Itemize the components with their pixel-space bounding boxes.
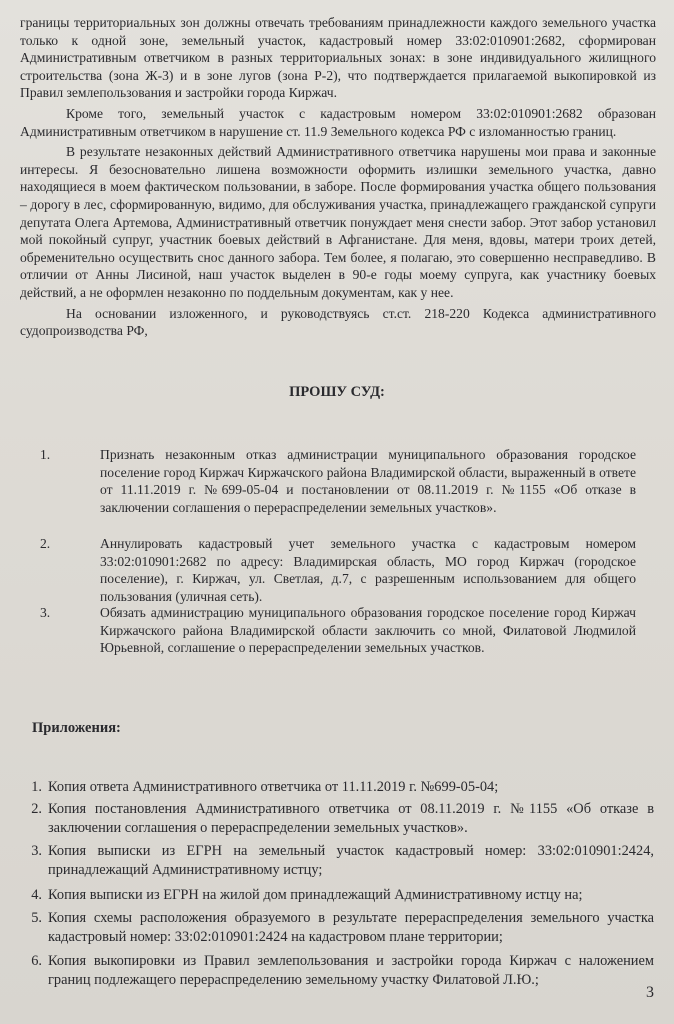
paragraph-boundaries: Кроме того, земельный участок с кадастровым номером 33:02:010901:2682 образован Административным ответчиком в нарушение ст. 11.9 Земельного кодекса РФ с изломанностью границ. (20, 105, 656, 139)
request-text: Аннулировать кадастровый учет земельного участка с кадастровым номером 33:02:010901:2682 по адресу: Владимирская область, МО город Киржач (городское поселение), г. Киржач, ул. Светлая, д.7, с разрешенным использованием для общего пользования (уличная сеть). (100, 536, 636, 604)
attachment-text: Копия постановления Административного ответчика от 08.11.2019 г. №1155 «Об отказе в заключении соглашения о перераспределении земельных участков». (48, 801, 654, 836)
attachment-text: Копия выписки из ЕГРН на жилой дом принадлежащий Административному истцу на; (48, 887, 583, 903)
request-text: Обязать администрацию муниципального образования городское поселение город Киржач Киржачского района Владимирской области заключить со мной, Филатовой Людмилой Юрьевной, соглашение о перераспределении земельных участков. (100, 605, 636, 656)
paragraph-grounds: На основании изложенного, и руководствуясь ст.ст. 218-220 Кодекса административного судопроизводства РФ, (20, 305, 656, 339)
attachment-item-1 (14, 778, 654, 797)
attachment-item-4 (14, 886, 654, 905)
attachment-number: 2. (31, 801, 42, 817)
attachment-item-2 (14, 800, 654, 838)
attachments-title: Приложения: (32, 720, 121, 736)
request-heading: ПРОШУ СУД: (289, 384, 385, 400)
attachment-item-3 (14, 842, 654, 880)
body-text (20, 14, 656, 343)
attachment-number: 1. (31, 779, 42, 795)
page-number: 3 (646, 984, 654, 1001)
attachment-text: Копия ответа Административного ответчика от 11.11.2019 г. №699-05-04; (48, 779, 499, 795)
attachment-text: Копия схемы расположения образуемого в результате перераспределения земельного участка кадастровый номер: 33:02:010901:2424 на кадастровом плане территории; (48, 910, 654, 945)
attachment-number: 3. (31, 843, 42, 859)
request-item-1 (40, 446, 636, 516)
request-number: 3. (40, 605, 51, 620)
request-number: 1. (40, 447, 51, 462)
attachment-item-5 (14, 909, 654, 947)
paragraph-violations: В результате незаконных действий Административного ответчика нарушены мои права и законные интересы. Я безосновательно лишена возможности оформить излишки земельного участка, давно находящиеся в моем фактическом пользовании, в заборе. После формирования участка общего пользования – дорогу в лес, сформированную, видимо, для обслуживания участка, принадлежащего гражданской супруги депутата Олега Артемова, Административный ответчик понуждает меня снести забор. Этот забор установил мой покойный супруг, участник боевых действий в Афганистане. Для меня, вдовы, матери троих детей, обременительно осуществить снос данного забора. Тем более, я полагаю, это совершенно несправедливо. В отличии от Анны Лисиной, наш участок выделен в 90-е годы моему супруга, как участнику боевых действий, а не оформлен незаконно по поддельным документам, как у нее. (20, 144, 656, 300)
request-item-2 (40, 535, 636, 605)
attachment-number: 6. (31, 953, 42, 969)
attachment-item-6 (14, 952, 654, 990)
request-item-3 (40, 604, 636, 657)
request-number: 2. (40, 536, 51, 551)
attachment-number: 5. (31, 910, 42, 926)
request-text: Признать незаконным отказ администрации муниципального образования городское поселение город Киржач Киржачского района Владимирской области, выраженный в ответе от 11.11.2019 г. №699-05-04 и постановлении от 08.11.2019 г. №1155 «Об отказе в заключении соглашения о перераспределении земельных участков». (100, 447, 636, 515)
attachment-text: Копия выкопировки из Правил землепользования и застройки города Киржач с наложением границ подлежащего перераспределению земельному участку Филатовой Л.Ю.; (48, 953, 654, 988)
attachment-text: Копия выписки из ЕГРН на земельный участок кадастровый номер: 33:02:010901:2424, принадлежащий Административному истцу; (48, 843, 654, 878)
paragraph-zones: границы территориальных зон должны отвечать требованиям принадлежности каждого земельного участка только к одной зоне, земельный участок, кадастровый номер 33:02:010901:2682, сформирован Административным ответчиком в разных территориальных зонах: в зоне индивидуального жилищного строительства (зона Ж-3) и в зоне лугов (зона Р-2), что подтверждается прилагаемой выкопировкой из Правил землепользования и застройки города Киржач. (20, 15, 656, 101)
attachment-number: 4. (31, 887, 42, 903)
